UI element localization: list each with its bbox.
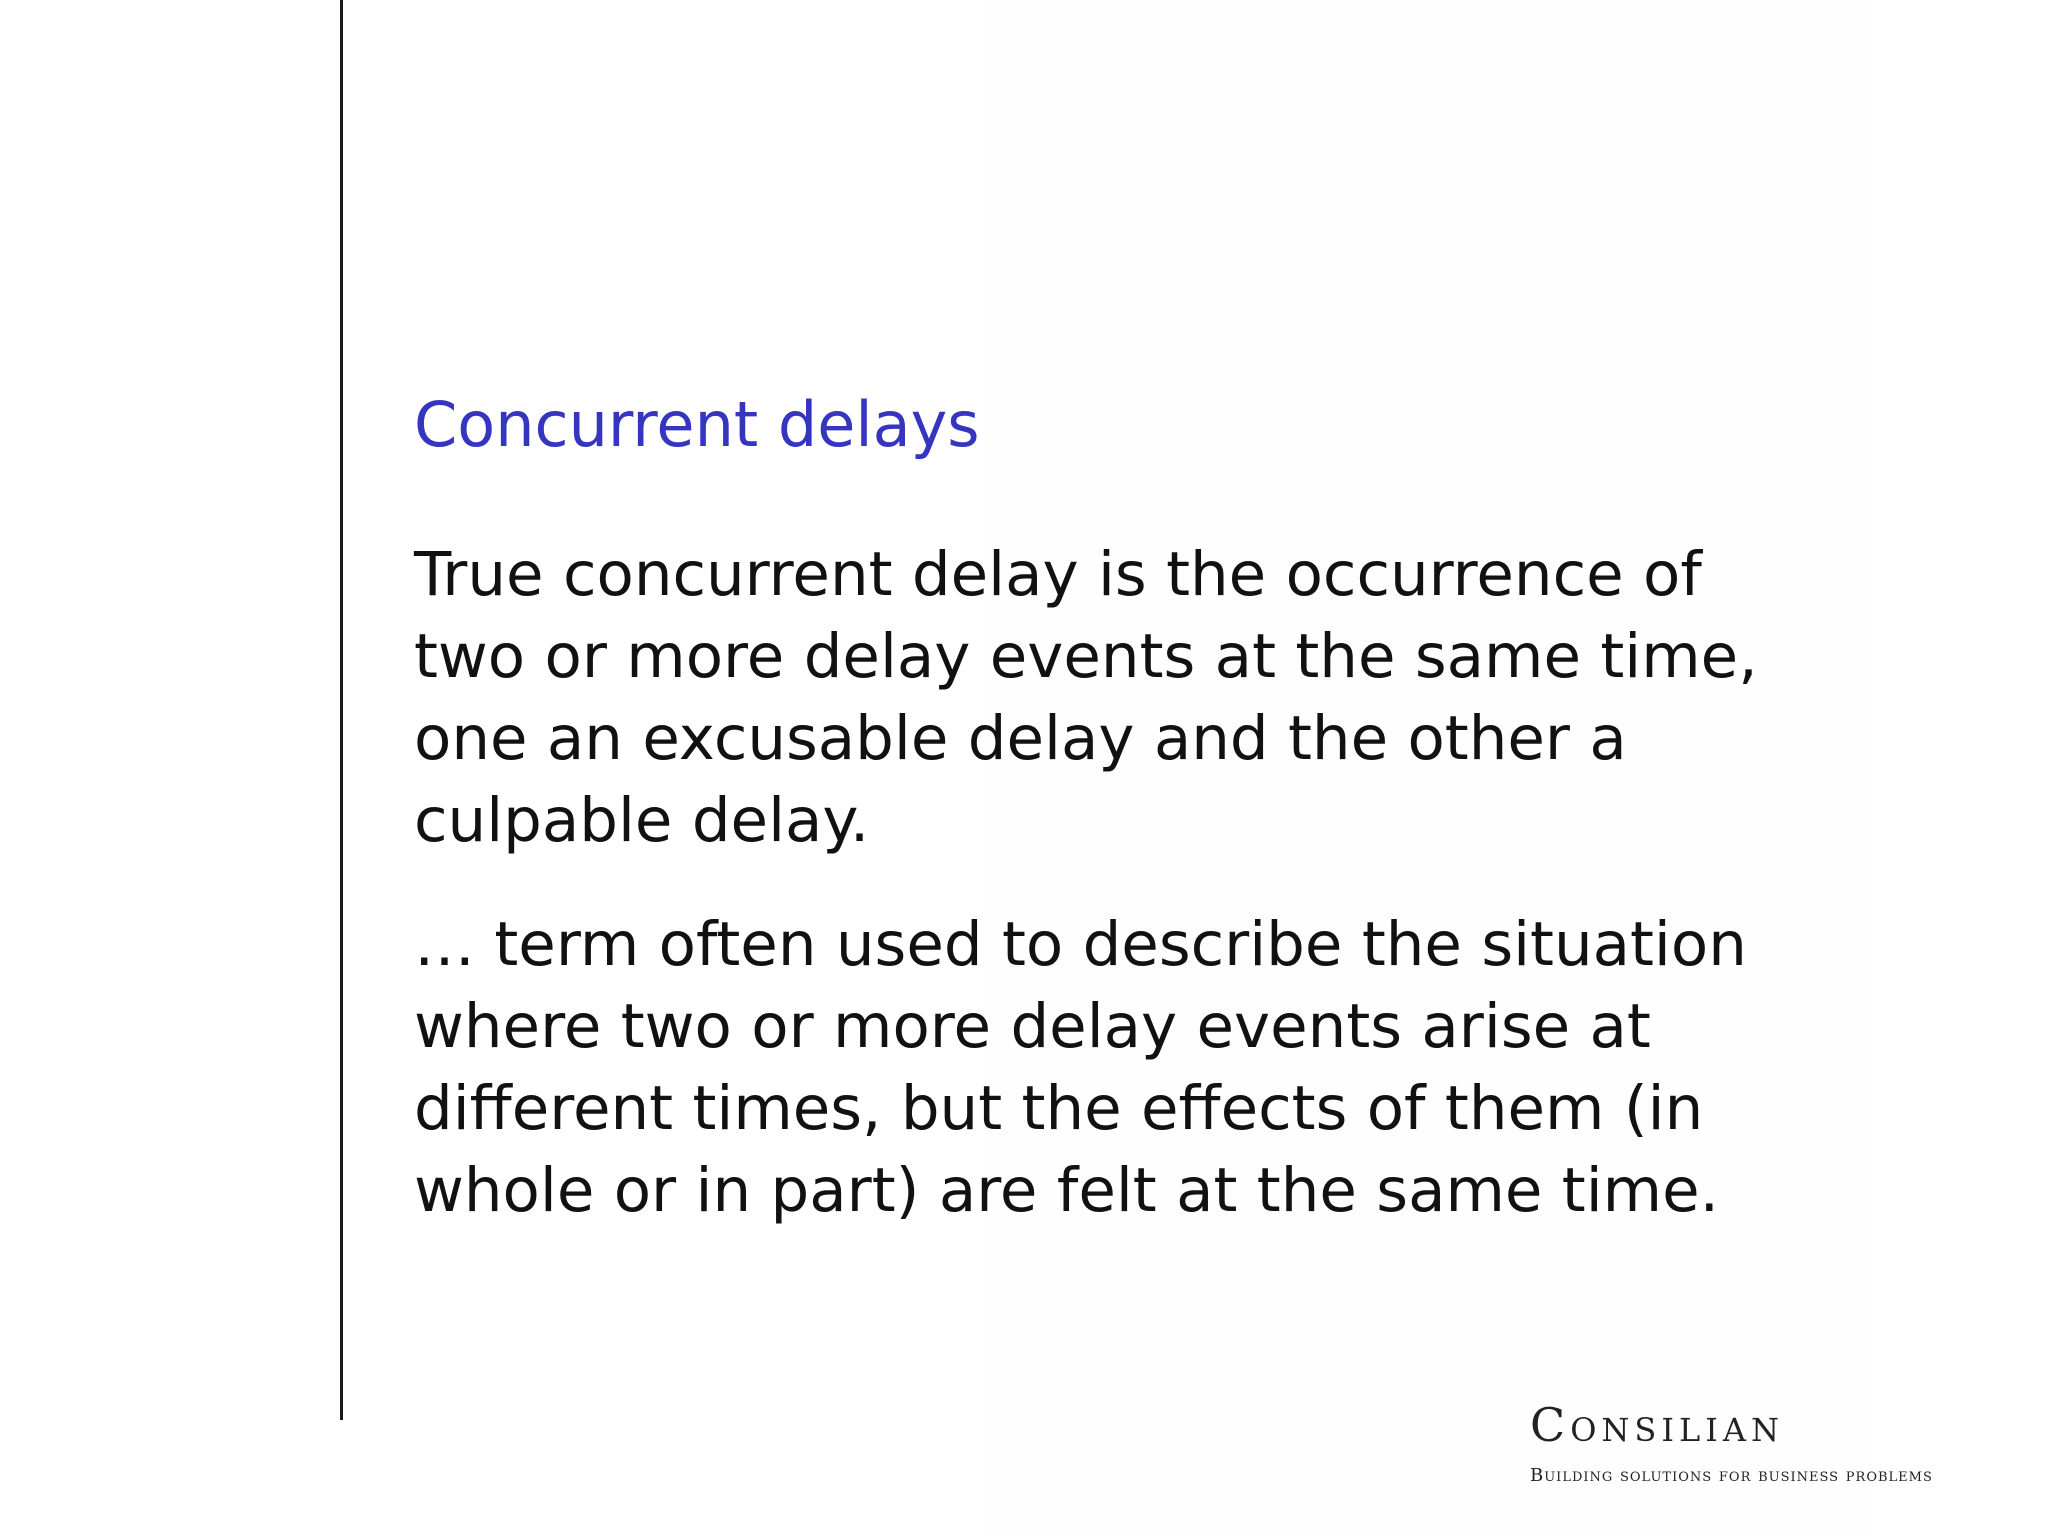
brand-tagline: Building solutions for business problems (1530, 1464, 1933, 1486)
vertical-divider (340, 0, 343, 1420)
slide-title: Concurrent delays (414, 388, 980, 461)
brand-name: Consilian (1530, 1398, 1784, 1452)
paragraph-true-concurrent-delay: True concurrent delay is the occurrence of two or more delay events at the same time, one an excusable delay and the other a culpable delay. (414, 539, 1758, 856)
brand-logo (1530, 1400, 1933, 1486)
paragraph-term-description: … term often used to describe the situation where two or more delay events arise at different times, but the effects of them (in whole or in part) are felt at the same time. (414, 909, 1747, 1226)
